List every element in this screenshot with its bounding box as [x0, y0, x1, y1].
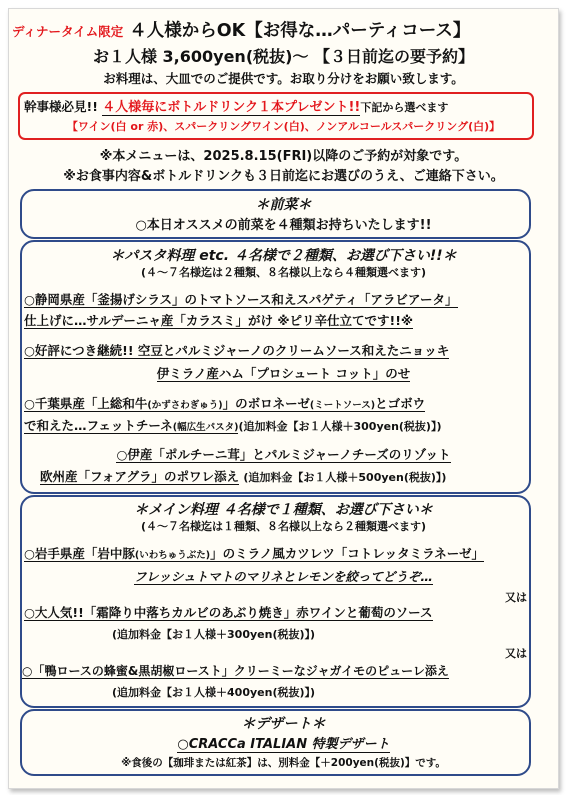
main-subheading: (４～７名様迄は１種類、８名様以上なら２種類選べます) — [140, 520, 427, 533]
pasta-item-1-text: ○静岡県産「釜揚げシラス」のトマトソース和えスパゲティ「アラビアータ」 — [24, 292, 458, 307]
pasta-item-1-line-1 — [24, 290, 458, 308]
main-or-2: 又は — [505, 647, 527, 660]
pasta-item-2-line-1 — [24, 341, 449, 359]
pasta-item-4-text: ○伊産「ポルチーニ茸」とパルミジャーノチーズのリゾット — [116, 447, 451, 462]
pasta-heading: ＊パスタ料理 etc. ４名様で２種類、お選び下さい!!＊ — [110, 248, 457, 264]
pasta-item-4-fee: (追加料金【お１人様＋500yen(税抜)】) — [243, 471, 447, 484]
main-item-2-fee: (追加料金【お１人様＋300yen(税抜)】) — [112, 628, 316, 641]
dessert-heading: ＊デザート＊ — [241, 716, 326, 732]
zensai-heading: ＊前菜＊ — [255, 197, 312, 213]
dessert-item-line — [0, 733, 567, 752]
pasta-item-3-ruby-3: (幅広生パスタ) — [172, 422, 239, 433]
notice-line: ※お食事内容&ボトルドリンクも３日前迄にお選びのうえ、ご連絡下さい。 — [63, 169, 504, 184]
bonus-suffix: 下記から選べます — [360, 101, 449, 114]
main-item-1-ruby: (いわちゅうぶた) — [134, 550, 211, 561]
pasta-item-3-text-a: ○千葉県産「上総和牛 — [24, 396, 148, 411]
course-price: お１人様 3,600yen(税抜)～ 【３日前迄の要予約】 — [92, 47, 475, 66]
pasta-item-4-line-1 — [0, 445, 567, 463]
main-or-1: 又は — [505, 591, 527, 604]
pasta-item-3-text-d: で和えた…フェットチーネ — [24, 418, 173, 433]
dessert-item: ○CRACCa ITALIAN 特製デザート — [177, 737, 390, 752]
pasta-item-3-ruby: (かずさわぎゅう) — [147, 400, 223, 411]
pasta-item-4-text-2: 欧州産「フォアグラ」のポワレ添え — [40, 469, 240, 484]
course-title — [12, 17, 470, 42]
bonus-prefix: 幹事様必見!! — [24, 99, 98, 114]
main-item-3-fee: (追加料金【お１人様＋400yen(税抜)】) — [112, 686, 316, 699]
pasta-item-3-line-1 — [24, 394, 425, 412]
pasta-item-1-text-2: 仕上げに…サルデーニャ産「カラスミ」がけ ※ピリ辛仕立てです!!※ — [24, 313, 414, 328]
bonus-line — [24, 96, 448, 115]
main-item-3-line-1 — [22, 662, 449, 679]
bonus-drink-options: 【ワイン(白 or 赤)、スパークリングワイン(白)、ノンアルコールスパークリング(白)】 — [66, 120, 501, 133]
pasta-item-1-line-2 — [24, 311, 413, 329]
pasta-item-3-text-b: 」のボロネーゼ — [222, 396, 310, 411]
main-item-3-text: ○「鴨ロースの蜂蜜&黒胡椒ロースト」クリーミーなジャガイモのピューレ添え — [22, 664, 449, 678]
zensai-text: ○本日オススメの前菜を４種類お持ちいたします!! — [135, 218, 432, 233]
main-item-2-line-1 — [24, 603, 433, 621]
main-heading: ＊メイン料理 ４名様で１種類、お選び下さい＊ — [134, 502, 433, 518]
pasta-item-3-fee: (追加料金【お１人様＋300yen(税抜)】) — [238, 420, 442, 433]
pasta-item-3-line-2 — [24, 416, 442, 434]
pasta-item-3-text-c: とゴボウ — [375, 396, 426, 411]
course-name: ４人様からOK【お得な…パーティコース】 — [129, 21, 471, 41]
main-item-2-text: ○大人気!!「霜降り中落ちカルビのあぶり焼き」赤ワインと葡萄のソース — [24, 605, 433, 620]
notice-line: ※本メニューは、2025.8.15(FRI)以降のご予約が対象です。 — [99, 149, 468, 164]
pasta-item-2-text: ○好評につき継続!! 空豆とパルミジャーノのクリームソース和えたニョッキ — [24, 343, 450, 358]
pasta-item-4-line-2 — [40, 467, 446, 485]
pasta-item-2-text-2: 伊ミラノ産ハム「プロシュート コット」のせ — [156, 366, 411, 381]
pasta-item-2-line-2 — [0, 364, 567, 382]
serving-note: お料理は、大皿でのご提供です。お取り分けをお願い致します。 — [103, 71, 464, 86]
main-item-1-text-b: 」のミラノ風カツレツ「コトレッタミラネーゼ」 — [210, 546, 484, 561]
bonus-highlight: ４人様毎にボトルドリンク１本プレゼント!! — [102, 100, 361, 115]
pasta-subheading: (４～７名様迄は２種類、８名様以上なら４種類選べます) — [140, 266, 427, 279]
dinner-limited-label: ディナータイム限定 — [12, 24, 124, 39]
main-item-1-line-1 — [24, 544, 484, 562]
pasta-item-3-ruby-2: (ミートソース) — [309, 400, 376, 411]
dessert-note: ※食後の【珈琲または紅茶】は、別料金【＋200yen(税抜)】です。 — [121, 757, 446, 769]
main-item-1-text-2: フレッシュトマトのマリネとレモンを絞ってどうぞ… — [134, 569, 433, 584]
main-item-1-text-a: ○岩手県産「岩中豚 — [24, 546, 135, 561]
main-item-1-line-2 — [0, 567, 567, 585]
